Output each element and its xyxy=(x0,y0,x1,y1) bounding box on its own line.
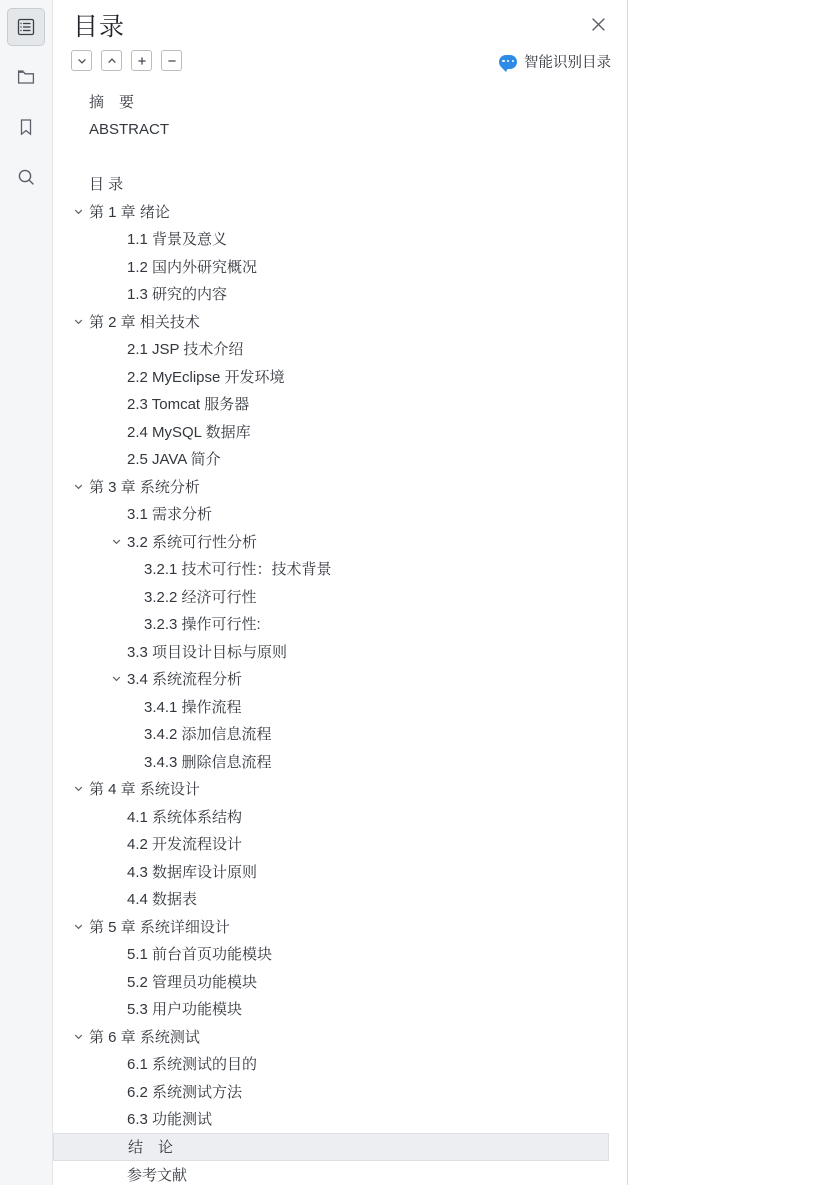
outline-item-label: 2.5 JAVA 简介 xyxy=(127,448,221,469)
sidebar-item-bookmark[interactable] xyxy=(7,108,45,146)
outline-item[interactable] xyxy=(53,638,627,666)
outline-item-label: 第 4 章 系统设计 xyxy=(89,778,200,799)
chevron-down-icon[interactable] xyxy=(71,481,85,492)
outline-item[interactable] xyxy=(53,198,627,226)
outline-item-label: 摘 要 xyxy=(89,91,134,112)
document-area xyxy=(628,0,840,1185)
outline-item[interactable] xyxy=(53,885,627,913)
outline-item-label: 第 5 章 系统详细设计 xyxy=(89,916,230,937)
outline-item-label: 3.4.1 操作流程 xyxy=(144,696,242,717)
outline-item-label: 2.4 MySQL 数据库 xyxy=(127,421,251,442)
smart-toc-button[interactable] xyxy=(499,51,611,72)
outline-item[interactable] xyxy=(53,308,627,336)
outline-item[interactable] xyxy=(53,500,627,528)
outline-item-label: 5.2 管理员功能模块 xyxy=(127,971,257,992)
outline-toolbar xyxy=(53,44,627,79)
chevron-down-icon[interactable] xyxy=(109,673,123,684)
outline-item[interactable] xyxy=(53,995,627,1023)
outline-item[interactable] xyxy=(53,1133,609,1161)
outline-item[interactable] xyxy=(53,693,627,721)
outline-item-label: 第 6 章 系统测试 xyxy=(89,1026,200,1047)
outline-item[interactable] xyxy=(53,445,627,473)
outline-item[interactable] xyxy=(53,473,627,501)
outline-item-label: 6.3 功能测试 xyxy=(127,1108,212,1129)
outline-item[interactable] xyxy=(53,583,627,611)
collapse-all-icon[interactable] xyxy=(71,50,92,71)
outline-item[interactable] xyxy=(53,1023,627,1051)
outline-item[interactable] xyxy=(53,1105,627,1133)
outline-item[interactable] xyxy=(53,913,627,941)
outline-item[interactable] xyxy=(53,1050,627,1078)
outline-item-label: 3.2.2 经济可行性 xyxy=(144,586,257,607)
outline-item[interactable] xyxy=(53,665,627,693)
outline-item-label: 6.2 系统测试方法 xyxy=(127,1081,242,1102)
chevron-down-icon[interactable] xyxy=(71,1031,85,1042)
outline-item[interactable] xyxy=(53,775,627,803)
expand-all-icon[interactable] xyxy=(101,50,122,71)
sidebar-item-outline[interactable] xyxy=(7,8,45,46)
outline-item-label: 第 3 章 系统分析 xyxy=(89,476,200,497)
outline-item-label: 4.3 数据库设计原则 xyxy=(127,861,257,882)
close-icon[interactable] xyxy=(585,11,611,37)
outline-item-label: 3.1 需求分析 xyxy=(127,503,212,524)
outline-item[interactable] xyxy=(53,940,627,968)
side-rail xyxy=(0,0,53,1185)
outline-item[interactable] xyxy=(53,225,627,253)
outline-item-label: 5.1 前台首页功能模块 xyxy=(127,943,272,964)
outline-item-label: 第 1 章 绪论 xyxy=(89,201,170,222)
chevron-down-icon[interactable] xyxy=(71,921,85,932)
outline-item[interactable] xyxy=(53,335,627,363)
outline-item-label: 3.2 系统可行性分析 xyxy=(127,531,257,552)
outline-item-label: 3.2.1 技术可行性：技术背景 xyxy=(144,558,332,579)
outline-item-label: 目 录 xyxy=(89,173,123,194)
outline-item[interactable] xyxy=(53,363,627,391)
outline-item-label: 4.1 系统体系结构 xyxy=(127,806,242,827)
outline-item-label: 5.3 用户功能模块 xyxy=(127,998,242,1019)
outline-item[interactable] xyxy=(53,830,627,858)
panel-header xyxy=(53,0,627,44)
outline-item[interactable] xyxy=(53,390,627,418)
chevron-down-icon[interactable] xyxy=(71,206,85,217)
outline-item[interactable] xyxy=(53,528,627,556)
sidebar-item-thumbnail[interactable] xyxy=(7,58,45,96)
chevron-down-icon[interactable] xyxy=(71,783,85,794)
outline-item-label: 第 2 章 相关技术 xyxy=(89,311,200,332)
outline-item[interactable] xyxy=(53,803,627,831)
outline-item[interactable] xyxy=(53,88,627,116)
outline-item-label: 1.3 研究的内容 xyxy=(127,283,227,304)
outline-item-label: 4.2 开发流程设计 xyxy=(127,833,242,854)
chevron-down-icon[interactable] xyxy=(71,316,85,327)
outline-item-label: 6.1 系统测试的目的 xyxy=(127,1053,257,1074)
outline-item[interactable] xyxy=(53,748,627,776)
outline-item[interactable] xyxy=(53,1078,627,1106)
outline-item-label: 3.4.3 删除信息流程 xyxy=(144,751,272,772)
outline-item-label: 3.4.2 添加信息流程 xyxy=(144,723,272,744)
outline-item-label: 1.1 背景及意义 xyxy=(127,228,227,249)
chat-bubble-icon xyxy=(499,55,517,69)
outline-item[interactable] xyxy=(53,555,627,583)
outline-item[interactable] xyxy=(53,858,627,886)
outline-item-label: 结 论 xyxy=(128,1136,173,1157)
outline-item-label: ABSTRACT xyxy=(89,121,169,138)
outline-item[interactable] xyxy=(53,1161,627,1188)
outline-item-label: 1.2 国内外研究概况 xyxy=(127,256,257,277)
outline-item[interactable] xyxy=(53,116,627,144)
sidebar-item-search[interactable] xyxy=(7,158,45,196)
outline-tree[interactable] xyxy=(53,79,627,1188)
zoom-in-icon[interactable] xyxy=(131,50,152,71)
outline-item-label: 3.2.3 操作可行性: xyxy=(144,613,261,634)
page-title: 目录 xyxy=(73,10,611,44)
outline-item[interactable] xyxy=(53,280,627,308)
outline-item-label: 4.4 数据表 xyxy=(127,888,197,909)
outline-item-label: 3.4 系统流程分析 xyxy=(127,668,242,689)
zoom-out-icon[interactable] xyxy=(161,50,182,71)
outline-item[interactable] xyxy=(53,418,627,446)
outline-item-label: 2.3 Tomcat 服务器 xyxy=(127,393,249,414)
chevron-down-icon[interactable] xyxy=(109,536,123,547)
outline-item-label: 2.1 JSP 技术介绍 xyxy=(127,338,243,359)
outline-item-label: 2.2 MyEclipse 开发环境 xyxy=(127,366,285,387)
outline-item-label: 3.3 项目设计目标与原则 xyxy=(127,641,287,662)
outline-item[interactable] xyxy=(53,610,627,638)
smart-toc-label: 智能识别目录 xyxy=(524,51,611,72)
outline-item[interactable] xyxy=(53,253,627,281)
outline-panel xyxy=(53,0,628,1185)
outline-item[interactable] xyxy=(53,968,627,996)
outline-item-label: 参考文献 xyxy=(127,1164,187,1185)
outline-item[interactable] xyxy=(53,720,627,748)
outline-spacer xyxy=(53,143,627,170)
outline-item[interactable] xyxy=(53,170,627,198)
